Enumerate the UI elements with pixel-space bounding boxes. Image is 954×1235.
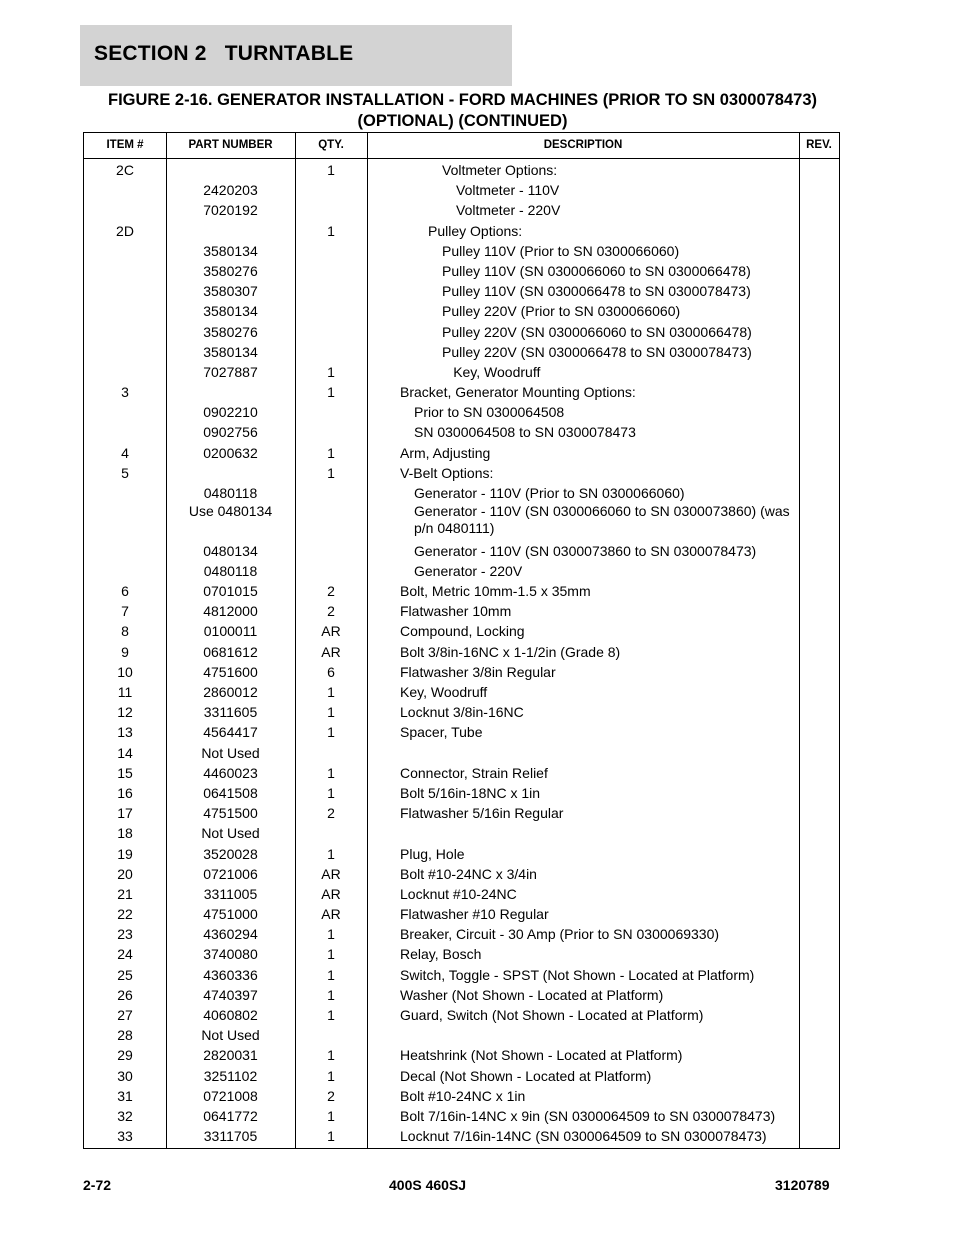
description-cell: Flatwasher 10mm: [400, 603, 512, 620]
quantity-cell: 1: [327, 784, 335, 801]
item-number-cell: 11: [117, 684, 133, 700]
description-cell: Switch, Toggle - SPST (Not Shown - Located at Platform): [400, 966, 755, 983]
quantity-cell: 1: [327, 764, 335, 781]
part-number-cell: 3580134: [203, 343, 258, 360]
item-number-cell: 14: [117, 744, 133, 761]
item-number-cell: 7: [121, 603, 129, 620]
part-number-cell: 0701015: [203, 583, 258, 600]
description-cell: Connector, Strain Relief: [400, 764, 548, 781]
quantity-cell: 2: [327, 1087, 335, 1104]
part-number-cell: Use 0480134: [188, 503, 273, 520]
quantity-cell: 1: [327, 724, 335, 741]
table-row: [84, 443, 839, 463]
item-number-cell: 9: [121, 643, 129, 660]
quantity-cell: 1: [327, 222, 335, 239]
item-number-cell: 23: [117, 926, 133, 943]
quantity-cell: 1: [327, 363, 335, 380]
description-cell: Spacer, Tube: [400, 724, 483, 741]
header-divider: [84, 158, 839, 159]
part-number-cell: 3580276: [203, 262, 258, 279]
quantity-cell: 1: [327, 162, 335, 178]
part-number-cell: 0100011: [203, 623, 258, 640]
table-row: [84, 985, 839, 1005]
description-cell: Bolt 5/16in-18NC x 1in: [400, 784, 541, 801]
figure-title: [84, 90, 841, 132]
quantity-cell: AR: [321, 906, 341, 923]
table-row: [84, 221, 839, 241]
column-header-rev: REV.: [806, 139, 832, 151]
item-number-cell: 16: [117, 784, 133, 801]
item-number-cell: 27: [117, 1007, 133, 1023]
figure-title-line-2: (OPTIONAL) (CONTINUED): [357, 112, 568, 130]
table-row: [84, 301, 839, 321]
description-cell: Bolt, Metric 10mm-1.5 x 35mm: [400, 583, 591, 600]
description-cell: Bracket, Generator Mounting Options:: [400, 384, 636, 401]
column-header-item: ITEM #: [106, 139, 144, 151]
description-cell: Key, Woodruff: [453, 363, 541, 380]
table-row: [84, 322, 839, 342]
item-number-cell: 21: [117, 885, 133, 902]
table-row: [84, 904, 839, 924]
description-cell: Generator - 110V (Prior to SN 0300066060): [414, 485, 685, 501]
quantity-cell: 1: [327, 384, 335, 401]
part-number-cell: 3311005: [203, 885, 258, 902]
part-number-cell: 3580307: [203, 283, 258, 300]
quantity-cell: 1: [327, 1007, 335, 1023]
table-row: [84, 1025, 839, 1045]
item-number-cell: 29: [117, 1047, 133, 1064]
quantity-cell: 1: [327, 464, 335, 481]
table-row: [84, 241, 839, 261]
table-row: [84, 884, 839, 904]
part-number-cell: 3520028: [203, 845, 258, 862]
quantity-cell: AR: [321, 623, 341, 640]
quantity-cell: 1: [327, 926, 335, 943]
table-row: [84, 1106, 839, 1126]
item-number-cell: 26: [117, 986, 133, 1003]
table-row: [84, 763, 839, 783]
description-cell: Bolt 3/8in-16NC x 1-1/2in (Grade 8): [400, 643, 621, 660]
item-number-cell: 8: [121, 623, 129, 640]
part-number-cell: 4751000: [203, 906, 258, 923]
table-row: [84, 844, 839, 864]
part-number-cell: 2860012: [203, 684, 258, 700]
description-cell: Guard, Switch (Not Shown - Located at Platform): [400, 1007, 704, 1023]
part-number-cell: 3580276: [203, 323, 258, 340]
table-row: [84, 1086, 839, 1106]
quantity-cell: 2: [327, 583, 335, 600]
table-row: [84, 965, 839, 985]
table-row: [84, 483, 839, 503]
part-number-cell: 0480118: [203, 562, 258, 579]
item-number-cell: 24: [117, 946, 133, 963]
item-number-cell: 6: [121, 583, 129, 600]
item-number-cell: 32: [117, 1107, 133, 1124]
item-number-cell: 25: [117, 966, 133, 983]
part-number-cell: Not Used: [201, 1027, 260, 1044]
description-cell: Relay, Bosch: [400, 946, 482, 963]
part-number-cell: 3580134: [203, 303, 258, 320]
description-cell: Locknut #10-24NC: [400, 885, 517, 902]
table-row: [84, 160, 839, 180]
item-number-cell: 2C: [116, 162, 134, 178]
parts-table: [83, 132, 840, 1149]
item-number-cell: 18: [117, 825, 133, 842]
description-cell: Arm, Adjusting: [400, 444, 491, 461]
column-header-description: DESCRIPTION: [543, 139, 623, 151]
part-number-cell: 3311705: [203, 1128, 258, 1145]
quantity-cell: 1: [327, 966, 335, 983]
table-row: [84, 541, 839, 561]
item-number-cell: 3: [121, 384, 129, 401]
part-number-cell: 2420203: [203, 182, 258, 199]
table-row: [84, 402, 839, 422]
quantity-cell: 1: [327, 1128, 335, 1145]
item-number-cell: 33: [117, 1128, 133, 1145]
description-cell: Flatwasher 5/16in Regular: [400, 805, 564, 822]
table-row: [84, 1005, 839, 1025]
table-row: [84, 342, 839, 362]
description-cell: Flatwasher 3/8in Regular: [400, 663, 556, 680]
description-cell: Pulley 110V (SN 0300066478 to SN 0300078473): [442, 283, 751, 300]
item-number-cell: 31: [117, 1087, 133, 1104]
document-number: 3120789: [775, 1177, 830, 1193]
table-row: [84, 743, 839, 763]
table-row: [84, 783, 839, 803]
quantity-cell: AR: [321, 865, 341, 882]
table-row: [84, 422, 839, 442]
table-row: [84, 722, 839, 742]
quantity-cell: AR: [321, 643, 341, 660]
column-header-part-number: PART NUMBER: [188, 139, 273, 151]
part-number-cell: 4460023: [203, 764, 258, 781]
figure-title-line-1: FIGURE 2-16. GENERATOR INSTALLATION - FORD MACHINES (PRIOR TO SN 0300078473): [107, 91, 817, 109]
quantity-cell: 1: [327, 845, 335, 862]
description-cell: Key, Woodruff: [400, 684, 488, 700]
item-number-cell: 5: [121, 464, 129, 481]
description-cell: Bolt 7/16in-14NC x 9in (SN 0300064509 to SN 0300078473): [400, 1107, 776, 1124]
table-row: [84, 1045, 839, 1065]
part-number-cell: Not Used: [201, 744, 260, 761]
quantity-cell: 1: [327, 1107, 335, 1124]
part-number-cell: 4751500: [203, 805, 258, 822]
description-cell: Voltmeter Options:: [442, 162, 558, 178]
part-number-cell: 3740080: [203, 946, 258, 963]
description-cell: Locknut 3/8in-16NC: [400, 704, 524, 721]
description-cell: Voltmeter - 220V: [456, 202, 561, 219]
quantity-cell: 1: [327, 444, 335, 461]
part-number-cell: 0681612: [203, 643, 258, 660]
item-number-cell: 2D: [116, 222, 134, 239]
description-cell: Decal (Not Shown - Located at Platform): [400, 1067, 652, 1084]
description-cell: Pulley 220V (SN 0300066478 to SN 0300078473): [442, 343, 752, 360]
description-cell: Heatshrink (Not Shown - Located at Platform): [400, 1047, 683, 1064]
part-number-cell: 0480134: [203, 542, 258, 559]
item-number-cell: 15: [117, 764, 133, 781]
description-cell: Generator - 110V (SN 0300066060 to SN 0300073860) (was p/n 0480111): [414, 503, 790, 537]
description-cell: Generator - 220V: [414, 562, 523, 579]
quantity-cell: 2: [327, 603, 335, 620]
table-row: [84, 382, 839, 402]
part-number-cell: 4060802: [203, 1007, 258, 1023]
description-cell: Locknut 7/16in-14NC (SN 0300064509 to SN 0300078473): [400, 1128, 767, 1145]
part-number-cell: 4360294: [203, 926, 258, 943]
table-row: [84, 864, 839, 884]
table-body: [84, 160, 839, 1146]
quantity-cell: 1: [327, 1067, 335, 1084]
part-number-cell: 0641508: [203, 784, 258, 801]
table-row: [84, 180, 839, 200]
table-row: [84, 463, 839, 483]
table-row: [84, 924, 839, 944]
part-number-cell: 4740397: [203, 986, 258, 1003]
table-row: [84, 601, 839, 621]
table-row: [84, 281, 839, 301]
part-number-cell: 0721006: [203, 865, 258, 882]
item-number-cell: 12: [117, 704, 133, 721]
description-cell: Bolt #10-24NC x 3/4in: [400, 865, 537, 882]
part-number-cell: 7020192: [203, 202, 258, 219]
table-row: [84, 823, 839, 843]
table-row: [84, 662, 839, 682]
table-row: [84, 944, 839, 964]
table-row: [84, 1066, 839, 1086]
table-row: [84, 702, 839, 722]
part-number-cell: 3580134: [203, 242, 258, 259]
table-row: [84, 682, 839, 702]
column-header-qty: QTY.: [318, 139, 344, 151]
quantity-cell: 1: [327, 1047, 335, 1064]
part-number-cell: 0902756: [203, 424, 258, 441]
table-row: [84, 503, 839, 541]
page-number: 2-72: [83, 1177, 112, 1193]
table-row: [84, 642, 839, 662]
model-name: 400S 460SJ: [389, 1177, 467, 1193]
table-row: [84, 362, 839, 382]
description-cell: Breaker, Circuit - 30 Amp (Prior to SN 0300069330): [400, 926, 720, 943]
item-number-cell: 28: [117, 1027, 133, 1044]
description-cell: Plug, Hole: [400, 845, 465, 862]
item-number-cell: 22: [117, 906, 133, 923]
table-row: [84, 200, 839, 220]
description-cell: Pulley 110V (SN 0300066060 to SN 0300066478): [442, 262, 751, 279]
item-number-cell: 20: [117, 865, 133, 882]
part-number-cell: 4751600: [203, 663, 258, 680]
description-cell: Bolt #10-24NC x 1in: [400, 1087, 526, 1104]
item-number-cell: 17: [117, 805, 133, 822]
item-number-cell: 19: [117, 845, 133, 862]
item-number-cell: 4: [121, 444, 129, 461]
part-number-cell: 7027887: [203, 363, 258, 380]
part-number-cell: 4564417: [203, 724, 258, 741]
part-number-cell: 3311605: [203, 704, 258, 721]
part-number-cell: 0480118: [203, 485, 258, 501]
part-number-cell: 0902210: [203, 404, 258, 421]
item-number-cell: 30: [117, 1067, 133, 1084]
table-row: [84, 621, 839, 641]
description-cell: Pulley Options:: [428, 222, 523, 239]
quantity-cell: 2: [327, 805, 335, 822]
description-cell: Pulley 220V (Prior to SN 0300066060): [442, 303, 681, 320]
description-cell: Washer (Not Shown - Located at Platform): [400, 986, 664, 1003]
description-cell: Pulley 110V (Prior to SN 0300066060): [442, 242, 680, 259]
table-row: [84, 1126, 839, 1146]
quantity-cell: 1: [327, 946, 335, 963]
item-number-cell: 13: [117, 724, 133, 741]
part-number-cell: 0721008: [203, 1087, 258, 1104]
item-number-cell: 10: [117, 663, 133, 680]
description-cell: SN 0300064508 to SN 0300078473: [414, 424, 636, 441]
part-number-cell: 0641772: [203, 1107, 258, 1124]
part-number-cell: Not Used: [201, 825, 260, 842]
description-cell: Compound, Locking: [400, 623, 525, 640]
table-row: [84, 581, 839, 601]
section-title: SECTION 2 TURNTABLE: [94, 42, 354, 65]
quantity-cell: 1: [327, 704, 335, 721]
quantity-cell: 6: [327, 663, 335, 680]
part-number-cell: 2820031: [203, 1047, 258, 1064]
description-cell: Flatwasher #10 Regular: [400, 906, 549, 923]
description-cell: Pulley 220V (SN 0300066060 to SN 0300066478): [442, 323, 752, 340]
description-cell: Voltmeter - 110V: [456, 182, 560, 199]
part-number-cell: 3251102: [203, 1067, 258, 1084]
part-number-cell: 4360336: [203, 966, 258, 983]
description-cell: Prior to SN 0300064508: [414, 404, 565, 421]
table-row: [84, 803, 839, 823]
table-row: [84, 261, 839, 281]
part-number-cell: 0200632: [203, 444, 258, 461]
quantity-cell: AR: [321, 885, 341, 902]
description-cell: Generator - 110V (SN 0300073860 to SN 0300078473): [414, 542, 757, 559]
part-number-cell: 4812000: [203, 603, 258, 620]
description-cell: V-Belt Options:: [400, 464, 494, 481]
quantity-cell: 1: [327, 684, 335, 700]
table-row: [84, 561, 839, 581]
quantity-cell: 1: [327, 986, 335, 1003]
